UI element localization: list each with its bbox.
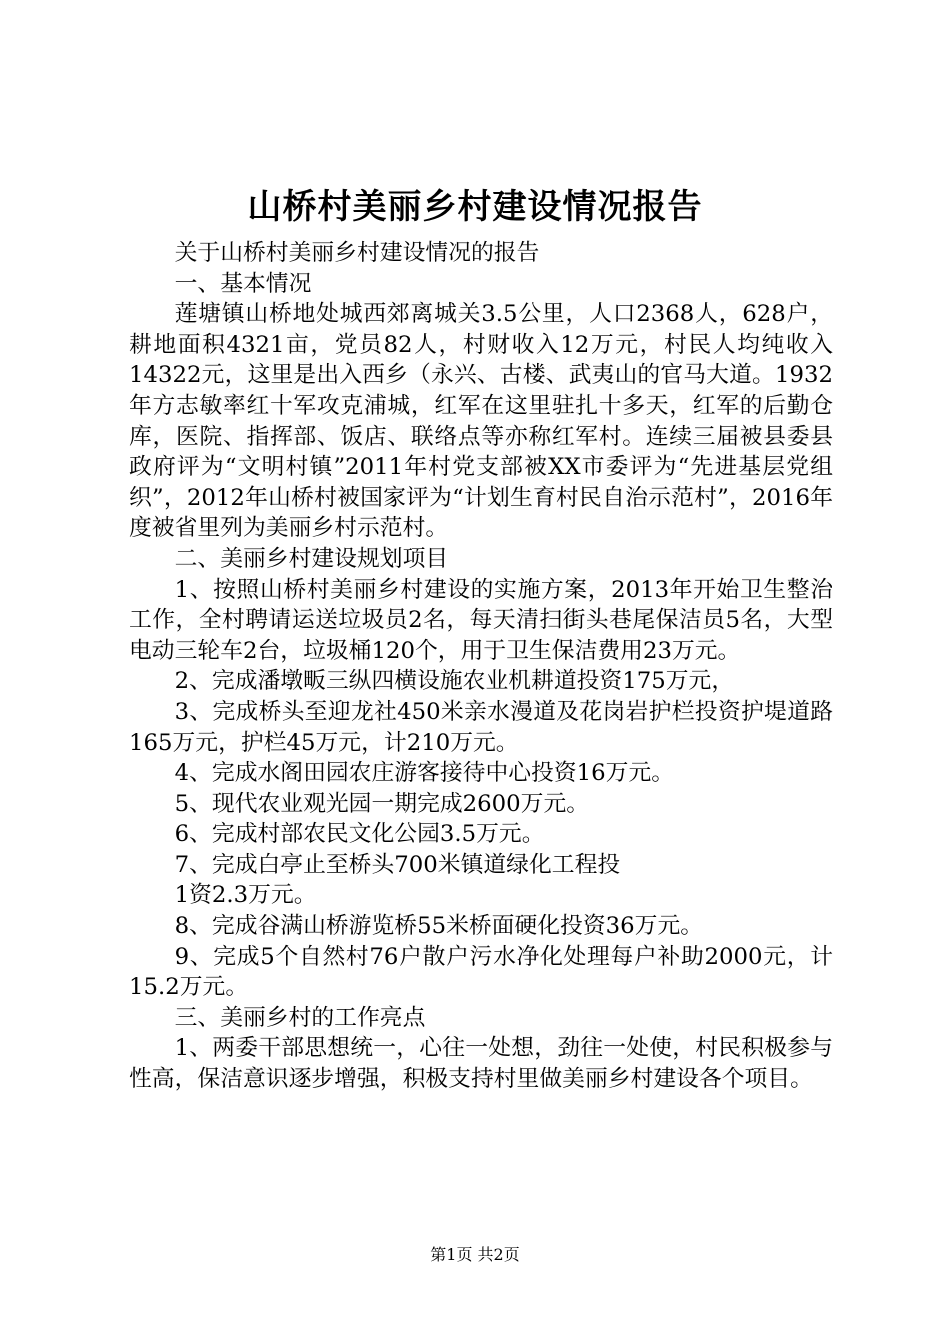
paragraph-item-1: 1、按照山桥村美丽乡村建设的实施方案，2013年开始卫生整治工作，全村聘请运送垃圾员2名，每天清扫街头巷尾保洁员5名，大型电动三轮车2台，垃圾桶120个，用于卫生保洁费用23万元。 xyxy=(129,576,833,664)
paragraph-item-4: 4、完成水阁田园农庄游客接待中心投资16万元。 xyxy=(174,760,675,787)
paragraph-basic-info: 莲塘镇山桥地处城西郊离城关3.5公里，人口2368人，628户，耕地面积4321亩，党员82人，村财收入12万元，村民人均纯收入14322元，这里是出入西乡（永兴、古楼、武夷山的官马大道。1932年方志敏率红十军攻克浦城，红军在这里驻扎十多天，红军的后勤仓库，医院、指挥部、饭店、联络点等亦称红军村。连续三届被县委县政府评为“文明村镇”2011年村党支部被XX市委评为“先进基层党组织”，2012年山桥村被国家评为“计划生育村民自治示范村”，2016年度被省里列为美丽乡村示范村。 xyxy=(129,301,833,542)
paragraph-item-5: 5、现代农业观光园一期完成2600万元。 xyxy=(174,790,590,817)
page-footer: 第1页 共2页 xyxy=(430,1245,520,1264)
paragraph-section-2-heading: 二、美丽乡村建设规划项目 xyxy=(174,545,449,572)
document-title: 山桥村美丽乡村建设情况报告 xyxy=(247,187,703,227)
paragraph-item-3: 3、完成桥头至迎龙社450米亲水漫道及花岗岩护栏投资护堤道路165万元，护栏45万元，计210万元。 xyxy=(129,698,833,756)
paragraph-highlight-1: 1、两委干部思想统一，心往一处想，劲往一处使，村民积极参与性高，保洁意识逐步增强，积极支持村里做美丽乡村建设各个项目。 xyxy=(129,1035,833,1093)
paragraph-item-7: 7、完成白亭止至桥头700米镇道绿化工程投 xyxy=(174,851,621,878)
document-body xyxy=(129,238,833,1095)
paragraph-report-heading: 关于山桥村美丽乡村建设情况的报告 xyxy=(174,240,540,266)
paragraph-item-2: 2、完成潘墩畈三纵四横设施农业机耕道投资175万元， xyxy=(174,668,735,695)
paragraph-section-1-heading: 一、基本情况 xyxy=(174,270,312,297)
paragraph-item-8: 8、完成谷满山桥游览桥55米桥面硬化投资36万元。 xyxy=(174,913,704,940)
paragraph-item-7-continued: 1资2.3万元。 xyxy=(174,882,317,909)
paragraph-item-6: 6、完成村部农民文化公园3.5万元。 xyxy=(174,821,545,848)
paragraph-item-9: 9、完成5个自然村76户散户污水净化处理每户补助2000元，计15.2万元。 xyxy=(129,943,833,1001)
paragraph-section-3-heading: 三、美丽乡村的工作亮点 xyxy=(174,1004,426,1031)
